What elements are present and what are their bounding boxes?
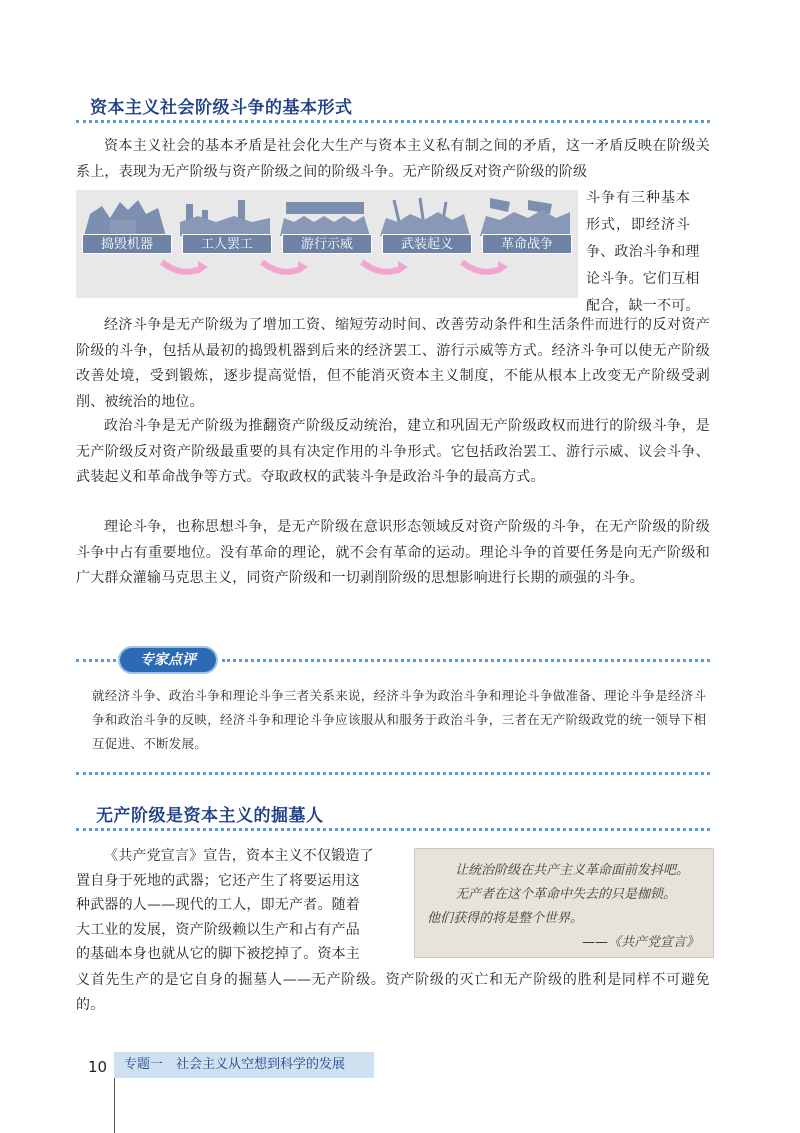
stage-armed-uprising bbox=[380, 190, 476, 298]
curved-arrow-icon bbox=[460, 258, 510, 280]
paragraph-intro bbox=[76, 134, 710, 185]
stage-smash-machines bbox=[80, 190, 176, 298]
side-line: 的基础本身也就从它的脚下被挖掉了。资本主 bbox=[76, 946, 360, 962]
stage-label: 捣毁机器 bbox=[82, 234, 172, 254]
stage-workers-strike bbox=[180, 190, 276, 298]
side-line: 形式，即经济斗 bbox=[586, 217, 691, 233]
side-line: 大工业的发展，资产阶级赖以生产和占有产品 bbox=[76, 921, 360, 938]
heading-text: 资本主义社会阶级斗争的基本形式 bbox=[90, 98, 353, 118]
factory-icon bbox=[180, 196, 270, 236]
protest-banner-icon bbox=[280, 196, 370, 236]
heading-text: 无产阶级是资本主义的掘墓人 bbox=[96, 806, 324, 826]
rifles-crowd-icon bbox=[380, 196, 470, 236]
dotted-divider bbox=[76, 659, 116, 662]
paragraph-text: 政治斗争是无产阶级为推翻资产阶级反动统治，建立和巩固无产阶级政权而进行的阶级斗争，是无产阶级反对资产阶级最重要的具有决定作用的斗争形式。它包括政治罢工、游行示威、议会斗争、武装起义和革命战争等方式。夺取政权的武装斗争是政治斗争的最高方式。 bbox=[76, 418, 710, 485]
broken-machine-icon bbox=[80, 196, 170, 236]
paragraph-intro-text: 资本主义社会的基本矛盾是社会化大生产与资本主义私有制之间的矛盾，这一矛盾反映在阶级关系上，表现为无产阶级与资产阶级之间的阶级斗争。无产阶级反对资产阶级的阶级 bbox=[76, 138, 710, 180]
section-heading-class-struggle bbox=[90, 93, 353, 118]
quote-line: 无产者在这个革命中失去的只是枷锁。 bbox=[455, 887, 677, 902]
expert-review-badge: 专家点评 bbox=[120, 648, 216, 672]
paragraph-political-struggle bbox=[76, 414, 710, 491]
paragraph-text: 理论斗争，也称思想斗争，是无产阶级在意识形态领域反对资产阶级的斗争，在无产阶级的阶级斗争中占有重要地位。没有革命的理论，就不会有革命的运动。理论斗争的首要任务是向无产阶级和广大群众灌输马克思主义，同资产阶级和一切剥削阶级的思想影响进行长期的顽强的斗争。 bbox=[76, 519, 710, 586]
paragraph-theory-struggle bbox=[76, 515, 710, 592]
expert-review-text: 就经济斗争、政治斗争和理论斗争三者关系来说，经济斗争为政治斗争和理论斗争做准备、理论斗争是经济斗争和政治斗争的反映，经济斗争和理论斗争应该服从和服务于政治斗争，三者在无产阶级政党的统一领导下相互促进、不断发展。 bbox=[92, 688, 707, 751]
stage-label: 武装起义 bbox=[382, 234, 472, 254]
side-line: 斗争有三种基本 bbox=[586, 190, 691, 206]
stage-revolutionary-war bbox=[480, 190, 576, 298]
stage-label: 游行示威 bbox=[282, 234, 372, 254]
paragraph-manifesto-side bbox=[76, 844, 406, 967]
paragraph-text: 义首先生产的是它自身的掘墓人——无产阶级。资产阶级的灭亡和无产阶级的胜利是同样不可避免的。 bbox=[76, 972, 710, 1013]
flags-army-icon bbox=[480, 196, 570, 236]
paragraph-manifesto-full bbox=[76, 968, 710, 1017]
quote-source: ——《共产党宣言》 bbox=[581, 935, 699, 950]
side-line: 争、政治斗争和理 bbox=[586, 244, 700, 260]
side-line: 置自身于死地的武器；它还产生了将要运用这 bbox=[76, 872, 360, 889]
stage-label: 革命战争 bbox=[482, 234, 572, 254]
quote-line: 让统治阶级在共产主义革命面前发抖吧。 bbox=[455, 863, 690, 878]
side-line: 配合，缺一不可。 bbox=[586, 298, 700, 314]
manifesto-quote-box bbox=[414, 848, 714, 958]
dotted-divider bbox=[76, 772, 710, 775]
paragraph-intro-side bbox=[586, 185, 714, 320]
curved-arrow-icon bbox=[360, 258, 410, 280]
curved-arrow-icon bbox=[260, 258, 310, 280]
quote-line: 他们获得的将是整个世界。 bbox=[427, 911, 584, 926]
chapter-footer bbox=[114, 1052, 374, 1078]
side-line: 论斗争。它们互相 bbox=[586, 271, 700, 287]
struggle-forms-illustration bbox=[76, 190, 578, 298]
dotted-divider bbox=[76, 828, 710, 831]
paragraph-economic-struggle bbox=[76, 313, 710, 415]
side-line: 种武器的人——现代的工人，即无产者。随着 bbox=[76, 897, 360, 913]
page-number: 10 bbox=[88, 1058, 108, 1076]
side-line: 《共产党宣言》宣告，资本主义不仅锻造了 bbox=[104, 848, 374, 864]
curved-arrow-icon bbox=[160, 258, 210, 280]
chapter-title: 专题一 社会主义从空想到科学的发展 bbox=[124, 1057, 346, 1072]
stage-label: 工人罢工 bbox=[182, 234, 272, 254]
dotted-divider bbox=[76, 120, 710, 123]
stage-protest-march bbox=[280, 190, 376, 298]
paragraph-text: 经济斗争是无产阶级为了增加工资、缩短劳动时间、改善劳动条件和生活条件而进行的反对资产阶级的斗争，包括从最初的捣毁机器到后来的经济罢工、游行示威等方式。经济斗争可以使无产阶级改善处境，受到锻炼，逐步提高觉悟，但不能消灭资本主义制度，不能从根本上改变无产阶级受剥削、被统治的地位。 bbox=[76, 317, 710, 410]
dotted-divider bbox=[222, 659, 710, 662]
section-heading-gravedigger bbox=[96, 801, 324, 826]
